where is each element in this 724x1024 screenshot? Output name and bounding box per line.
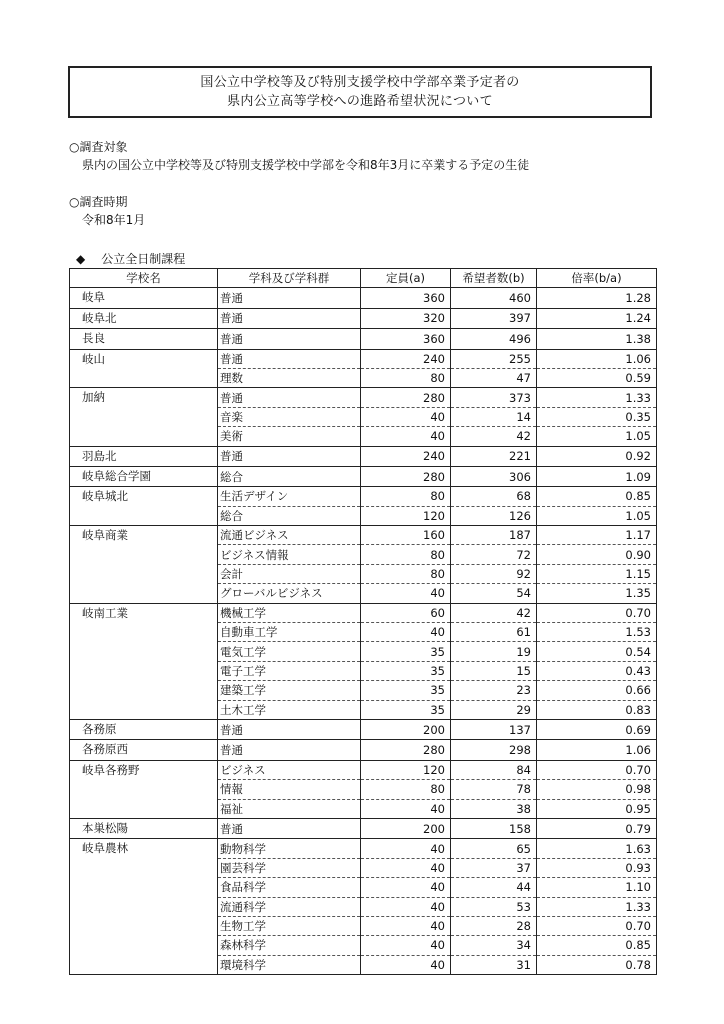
capacity-cell: 40 xyxy=(361,799,451,818)
survey-target-text: 県内の国公立中学校等及び特別支援学校中学部を令和8年3月に卒業する予定の生徒 xyxy=(82,158,530,172)
school-name-cell: 岐阜総合学園 xyxy=(70,466,218,486)
ratio-cell: 1.24 xyxy=(537,308,657,328)
ratio-cell: 0.85 xyxy=(537,936,657,955)
capacity-cell: 160 xyxy=(361,526,451,545)
capacity-cell: 120 xyxy=(361,760,451,779)
ratio-cell: 1.28 xyxy=(537,288,657,308)
applicants-cell: 19 xyxy=(451,642,537,661)
table-row xyxy=(70,288,657,308)
ratio-cell: 0.69 xyxy=(537,719,657,739)
capacity-cell: 40 xyxy=(361,955,451,974)
applicants-cell: 65 xyxy=(451,839,537,858)
ratio-cell: 0.78 xyxy=(537,955,657,974)
document-title-box xyxy=(68,66,652,118)
applicants-cell: 460 xyxy=(451,288,537,308)
table-row xyxy=(70,603,657,622)
applicants-cell: 255 xyxy=(451,349,537,368)
ratio-cell: 0.79 xyxy=(537,818,657,838)
ratio-cell: 0.90 xyxy=(537,545,657,564)
applicants-cell: 306 xyxy=(451,466,537,486)
school-name-cell: 岐阜 xyxy=(70,288,218,308)
department-cell: 普通 xyxy=(218,719,361,739)
school-name-cell: 岐山 xyxy=(70,349,218,388)
applicants-cell: 496 xyxy=(451,329,537,349)
table-row xyxy=(70,839,657,858)
ratio-cell: 1.15 xyxy=(537,564,657,583)
department-cell: 総合 xyxy=(218,466,361,486)
applicants-cell: 47 xyxy=(451,368,537,387)
capacity-cell: 40 xyxy=(361,936,451,955)
capacity-cell: 200 xyxy=(361,818,451,838)
table-row xyxy=(70,446,657,466)
applicants-cell: 92 xyxy=(451,564,537,583)
department-cell: 土木工学 xyxy=(218,700,361,719)
department-cell: 音楽 xyxy=(218,407,361,426)
survey-period-text: 令和8年1月 xyxy=(82,213,146,227)
department-cell: 生活デザイン xyxy=(218,487,361,506)
capacity-cell: 280 xyxy=(361,466,451,486)
applicants-cell: 68 xyxy=(451,487,537,506)
capacity-cell: 280 xyxy=(361,740,451,760)
capacity-cell: 240 xyxy=(361,446,451,466)
department-cell: 食品科学 xyxy=(218,878,361,897)
department-cell: ビジネス情報 xyxy=(218,545,361,564)
table-row xyxy=(70,388,657,407)
table-row xyxy=(70,526,657,545)
department-cell: 環境科学 xyxy=(218,955,361,974)
table-row xyxy=(70,308,657,328)
ratio-cell: 1.35 xyxy=(537,584,657,603)
applicants-cell: 126 xyxy=(451,506,537,525)
applicants-cell: 298 xyxy=(451,740,537,760)
school-name-cell: 岐阜農林 xyxy=(70,839,218,975)
capacity-cell: 80 xyxy=(361,487,451,506)
ratio-cell: 0.92 xyxy=(537,446,657,466)
title-line-1: 国公立中学校等及び特別支援学校中学部卒業予定者の xyxy=(200,75,520,90)
school-name-cell: 岐阜商業 xyxy=(70,526,218,604)
school-name-cell: 本巣松陽 xyxy=(70,818,218,838)
ratio-cell: 1.09 xyxy=(537,466,657,486)
department-cell: 建築工学 xyxy=(218,681,361,700)
capacity-cell: 80 xyxy=(361,368,451,387)
ratio-cell: 0.70 xyxy=(537,916,657,935)
header-ratio: 倍率(b/a) xyxy=(537,269,657,288)
ratio-cell: 1.06 xyxy=(537,349,657,368)
applicants-cell: 23 xyxy=(451,681,537,700)
department-cell: 福祉 xyxy=(218,799,361,818)
ratio-cell: 0.54 xyxy=(537,642,657,661)
applicants-cell: 34 xyxy=(451,936,537,955)
department-cell: 会計 xyxy=(218,564,361,583)
applicants-cell: 31 xyxy=(451,955,537,974)
ratio-cell: 0.83 xyxy=(537,700,657,719)
department-cell: グローバルビジネス xyxy=(218,584,361,603)
header-capacity: 定員(a) xyxy=(361,269,451,288)
department-cell: 普通 xyxy=(218,308,361,328)
header-school: 学校名 xyxy=(70,269,218,288)
school-name-cell: 岐阜北 xyxy=(70,308,218,328)
capacity-cell: 40 xyxy=(361,407,451,426)
application-ratio-table xyxy=(69,268,657,975)
ratio-cell: 0.98 xyxy=(537,780,657,799)
department-cell: 普通 xyxy=(218,740,361,760)
survey-target-heading: ○調査対象 xyxy=(69,140,128,154)
capacity-cell: 280 xyxy=(361,388,451,407)
ratio-cell: 0.70 xyxy=(537,760,657,779)
course-label: 公立全日制課程 xyxy=(101,252,186,266)
department-cell: 普通 xyxy=(218,818,361,838)
survey-period-heading: ○調査時期 xyxy=(69,195,128,209)
table-row xyxy=(70,740,657,760)
capacity-cell: 240 xyxy=(361,349,451,368)
ratio-cell: 1.33 xyxy=(537,897,657,916)
school-name-cell: 羽島北 xyxy=(70,446,218,466)
applicants-cell: 29 xyxy=(451,700,537,719)
applicants-cell: 137 xyxy=(451,719,537,739)
department-cell: 自動車工学 xyxy=(218,623,361,642)
title-line-2: 県内公立高等学校への進路希望状況について xyxy=(227,94,493,109)
ratio-cell: 1.63 xyxy=(537,839,657,858)
department-cell: 電子工学 xyxy=(218,661,361,680)
capacity-cell: 40 xyxy=(361,916,451,935)
school-name-cell: 岐南工業 xyxy=(70,603,218,719)
ratio-cell: 0.43 xyxy=(537,661,657,680)
applicants-cell: 28 xyxy=(451,916,537,935)
school-name-cell: 岐阜城北 xyxy=(70,487,218,526)
department-cell: 園芸科学 xyxy=(218,858,361,877)
capacity-cell: 320 xyxy=(361,308,451,328)
school-name-cell: 各務原 xyxy=(70,719,218,739)
school-name-cell: 岐阜各務野 xyxy=(70,760,218,818)
ratio-cell: 1.33 xyxy=(537,388,657,407)
department-cell: 普通 xyxy=(218,349,361,368)
ratio-cell: 0.70 xyxy=(537,603,657,622)
applicants-cell: 42 xyxy=(451,603,537,622)
applicants-cell: 78 xyxy=(451,780,537,799)
ratio-cell: 0.35 xyxy=(537,407,657,426)
department-cell: 普通 xyxy=(218,388,361,407)
applicants-cell: 187 xyxy=(451,526,537,545)
capacity-cell: 40 xyxy=(361,858,451,877)
applicants-cell: 158 xyxy=(451,818,537,838)
ratio-cell: 0.66 xyxy=(537,681,657,700)
capacity-cell: 80 xyxy=(361,780,451,799)
header-department: 学科及び学科群 xyxy=(218,269,361,288)
school-name-cell: 長良 xyxy=(70,329,218,349)
department-cell: 普通 xyxy=(218,446,361,466)
applicants-cell: 72 xyxy=(451,545,537,564)
capacity-cell: 80 xyxy=(361,564,451,583)
capacity-cell: 120 xyxy=(361,506,451,525)
capacity-cell: 40 xyxy=(361,839,451,858)
school-name-cell: 各務原西 xyxy=(70,740,218,760)
capacity-cell: 35 xyxy=(361,700,451,719)
capacity-cell: 80 xyxy=(361,545,451,564)
capacity-cell: 40 xyxy=(361,878,451,897)
table-row xyxy=(70,818,657,838)
table-row xyxy=(70,487,657,506)
ratio-cell: 1.05 xyxy=(537,506,657,525)
capacity-cell: 40 xyxy=(361,427,451,446)
department-cell: 電気工学 xyxy=(218,642,361,661)
table-row xyxy=(70,760,657,779)
ratio-cell: 1.06 xyxy=(537,740,657,760)
capacity-cell: 360 xyxy=(361,329,451,349)
department-cell: 生物工学 xyxy=(218,916,361,935)
capacity-cell: 35 xyxy=(361,661,451,680)
applicants-cell: 61 xyxy=(451,623,537,642)
department-cell: 森林科学 xyxy=(218,936,361,955)
ratio-cell: 1.05 xyxy=(537,427,657,446)
ratio-cell: 0.85 xyxy=(537,487,657,506)
survey-target-section xyxy=(69,138,529,174)
capacity-cell: 360 xyxy=(361,288,451,308)
department-cell: 動物科学 xyxy=(218,839,361,858)
capacity-cell: 35 xyxy=(361,642,451,661)
applicants-cell: 84 xyxy=(451,760,537,779)
table-row xyxy=(70,466,657,486)
diamond-bullet-icon: ◆ xyxy=(76,252,86,266)
department-cell: 普通 xyxy=(218,288,361,308)
applicants-cell: 221 xyxy=(451,446,537,466)
capacity-cell: 200 xyxy=(361,719,451,739)
applicants-cell: 42 xyxy=(451,427,537,446)
capacity-cell: 40 xyxy=(361,623,451,642)
applicants-cell: 38 xyxy=(451,799,537,818)
school-name-cell: 加納 xyxy=(70,388,218,446)
department-cell: 流通ビジネス xyxy=(218,526,361,545)
department-cell: 美術 xyxy=(218,427,361,446)
applicants-cell: 373 xyxy=(451,388,537,407)
ratio-cell: 0.59 xyxy=(537,368,657,387)
ratio-cell: 0.93 xyxy=(537,858,657,877)
table-row xyxy=(70,329,657,349)
header-applicants: 希望者数(b) xyxy=(451,269,537,288)
applicants-cell: 37 xyxy=(451,858,537,877)
ratio-cell: 1.10 xyxy=(537,878,657,897)
ratio-cell: 0.95 xyxy=(537,799,657,818)
applicants-cell: 53 xyxy=(451,897,537,916)
department-cell: 流通科学 xyxy=(218,897,361,916)
capacity-cell: 40 xyxy=(361,584,451,603)
applicants-cell: 54 xyxy=(451,584,537,603)
applicants-cell: 15 xyxy=(451,661,537,680)
department-cell: 総合 xyxy=(218,506,361,525)
table-header-row xyxy=(70,269,657,288)
applicants-cell: 14 xyxy=(451,407,537,426)
table-row xyxy=(70,349,657,368)
ratio-cell: 1.38 xyxy=(537,329,657,349)
department-cell: ビジネス xyxy=(218,760,361,779)
department-cell: 普通 xyxy=(218,329,361,349)
capacity-cell: 60 xyxy=(361,603,451,622)
department-cell: 情報 xyxy=(218,780,361,799)
applicants-cell: 397 xyxy=(451,308,537,328)
survey-period-section xyxy=(69,193,145,229)
department-cell: 機械工学 xyxy=(218,603,361,622)
ratio-cell: 1.53 xyxy=(537,623,657,642)
applicants-cell: 44 xyxy=(451,878,537,897)
table-row xyxy=(70,719,657,739)
capacity-cell: 40 xyxy=(361,897,451,916)
department-cell: 理数 xyxy=(218,368,361,387)
ratio-cell: 1.17 xyxy=(537,526,657,545)
course-heading xyxy=(76,251,185,267)
capacity-cell: 35 xyxy=(361,681,451,700)
